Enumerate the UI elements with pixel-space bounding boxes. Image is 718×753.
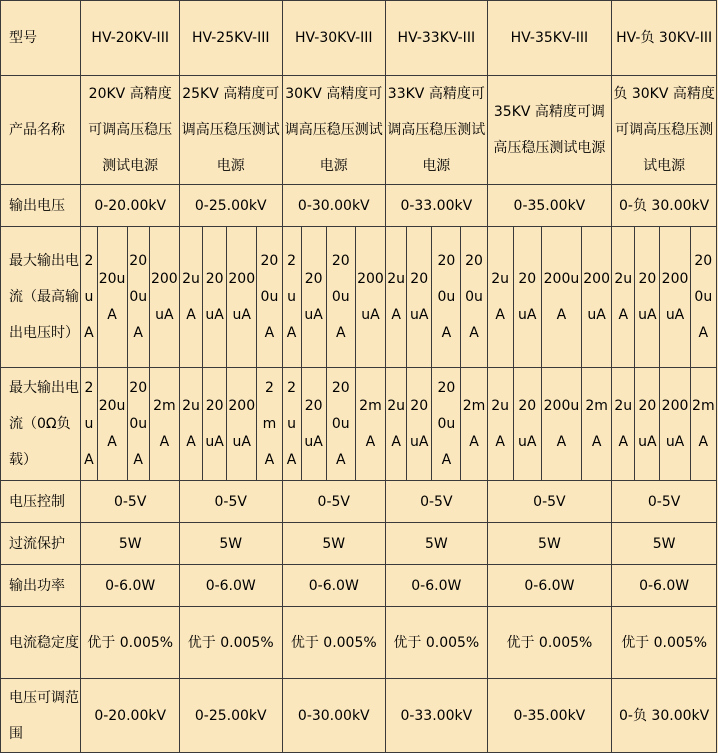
current-cell: 2uA xyxy=(612,227,635,368)
cell-voltage-control: 0-5V xyxy=(81,481,180,523)
row-output-voltage xyxy=(1,185,717,227)
current-cell: 200uA xyxy=(127,368,149,481)
cell-output-voltage: 0-35.00kV xyxy=(487,185,612,227)
cell-model: HV-20KV-III xyxy=(81,1,180,76)
current-cell: 200uA xyxy=(690,227,716,368)
cell-output-voltage: 0-33.00kV xyxy=(386,185,488,227)
cell-output-power: 0-6.0W xyxy=(612,565,717,607)
row-overcurrent-protection xyxy=(1,523,717,565)
current-cell: 20uA xyxy=(635,227,660,368)
current-cell: 200uA xyxy=(432,227,461,368)
cell-model: HV-负 30KV-III xyxy=(612,1,717,76)
cell-voltage-adjust-range: 0-20.00kV xyxy=(81,679,180,753)
current-cell: 200uA xyxy=(326,227,355,368)
current-cell: 2mA xyxy=(582,368,612,481)
current-cell: 2uA xyxy=(81,227,97,368)
current-cell: 2mA xyxy=(257,368,282,481)
cell-output-power: 0-6.0W xyxy=(179,565,282,607)
current-cell: 2uA xyxy=(386,368,407,481)
cell-current-stability: 优于 0.005% xyxy=(81,607,180,679)
cell-overcurrent-protection: 5W xyxy=(487,523,612,565)
current-cell: 200uA xyxy=(149,227,179,368)
current-cell: 200uA xyxy=(541,227,581,368)
cell-output-power: 0-6.0W xyxy=(81,565,180,607)
cell-output-power: 0-6.0W xyxy=(386,565,488,607)
current-cell: 200uA xyxy=(541,368,581,481)
row-voltage-control xyxy=(1,481,717,523)
cell-current-stability: 优于 0.005% xyxy=(612,607,717,679)
cell-voltage-adjust-range: 0-30.00kV xyxy=(282,679,386,753)
cell-output-voltage: 0-负 30.00kV xyxy=(612,185,717,227)
cell-voltage-adjust-range: 0-33.00kV xyxy=(386,679,488,753)
row-current-stability xyxy=(1,607,717,679)
cell-model: HV-35KV-III xyxy=(487,1,612,76)
row-max-current-0ohm xyxy=(1,368,717,481)
cell-overcurrent-protection: 5W xyxy=(282,523,386,565)
row-model xyxy=(1,1,717,76)
current-cell: 2uA xyxy=(487,227,513,368)
cell-model: HV-25KV-III xyxy=(179,1,282,76)
current-cell: 2mA xyxy=(461,368,487,481)
cell-product-name: 30KV 高精度可调高压稳压测试电源 xyxy=(282,76,386,185)
current-cell: 200uA xyxy=(660,227,690,368)
current-cell: 20uA xyxy=(301,368,326,481)
cell-overcurrent-protection: 5W xyxy=(386,523,488,565)
header-voltage-control: 电压控制 xyxy=(1,481,81,523)
current-cell: 20uA xyxy=(301,227,326,368)
current-cell: 2uA xyxy=(282,227,301,368)
current-cell: 200uA xyxy=(660,368,690,481)
current-cell: 200uA xyxy=(127,227,149,368)
current-cell: 20uA xyxy=(635,368,660,481)
header-max-current-max-voltage: 最大输出电流（最高输出电压时） xyxy=(1,227,81,368)
current-cell: 200uA xyxy=(355,227,385,368)
cell-product-name: 负 30KV 高精度可调高压稳压测试电源 xyxy=(612,76,717,185)
cell-overcurrent-protection: 5W xyxy=(81,523,180,565)
cell-voltage-control: 0-5V xyxy=(487,481,612,523)
current-cell: 20uA xyxy=(407,227,432,368)
current-cell: 20uA xyxy=(97,368,127,481)
cell-output-power: 0-6.0W xyxy=(487,565,612,607)
row-max-current-max-voltage xyxy=(1,227,717,368)
current-cell: 2uA xyxy=(282,368,301,481)
header-output-voltage: 输出电压 xyxy=(1,185,81,227)
cell-overcurrent-protection: 5W xyxy=(612,523,717,565)
cell-current-stability: 优于 0.005% xyxy=(179,607,282,679)
current-cell: 2mA xyxy=(355,368,385,481)
cell-model: HV-30KV-III xyxy=(282,1,386,76)
current-cell: 200uA xyxy=(257,227,282,368)
cell-product-name: 33KV 高精度可调高压稳压测试电源 xyxy=(386,76,488,185)
header-voltage-adjust-range: 电压可调范围 xyxy=(1,679,81,753)
current-cell: 200uA xyxy=(461,227,487,368)
cell-output-voltage: 0-30.00kV xyxy=(282,185,386,227)
cell-overcurrent-protection: 5W xyxy=(179,523,282,565)
current-cell: 20uA xyxy=(203,368,227,481)
current-cell: 200uA xyxy=(582,227,612,368)
cell-current-stability: 优于 0.005% xyxy=(487,607,612,679)
row-output-power xyxy=(1,565,717,607)
header-current-stability: 电流稳定度 xyxy=(1,607,81,679)
header-max-current-0ohm: 最大输出电流（0Ω负载） xyxy=(1,368,81,481)
current-cell: 2uA xyxy=(179,227,202,368)
current-cell: 2mA xyxy=(690,368,716,481)
cell-output-voltage: 0-20.00kV xyxy=(81,185,180,227)
header-overcurrent-protection: 过流保护 xyxy=(1,523,81,565)
row-product-name xyxy=(1,76,717,185)
cell-output-voltage: 0-25.00kV xyxy=(179,185,282,227)
current-cell: 20uA xyxy=(513,368,541,481)
cell-current-stability: 优于 0.005% xyxy=(386,607,488,679)
cell-voltage-control: 0-5V xyxy=(179,481,282,523)
cell-product-name: 25KV 高精度可调高压稳压测试电源 xyxy=(179,76,282,185)
row-voltage-adjust-range xyxy=(1,679,717,753)
current-cell: 200uA xyxy=(326,368,355,481)
cell-voltage-control: 0-5V xyxy=(282,481,386,523)
cell-voltage-adjust-range: 0-负 30.00kV xyxy=(612,679,717,753)
current-cell: 200uA xyxy=(432,368,461,481)
cell-model: HV-33KV-III xyxy=(386,1,488,76)
current-cell: 20uA xyxy=(97,227,127,368)
current-cell: 2uA xyxy=(386,227,407,368)
header-model: 型号 xyxy=(1,1,81,76)
current-cell: 200uA xyxy=(227,227,257,368)
current-cell: 20uA xyxy=(203,227,227,368)
current-cell: 2uA xyxy=(81,368,97,481)
cell-product-name: 20KV 高精度可调高压稳压测试电源 xyxy=(81,76,180,185)
header-product-name: 产品名称 xyxy=(1,76,81,185)
header-output-power: 输出功率 xyxy=(1,565,81,607)
cell-voltage-control: 0-5V xyxy=(386,481,488,523)
current-cell: 2uA xyxy=(179,368,202,481)
cell-voltage-adjust-range: 0-35.00kV xyxy=(487,679,612,753)
current-cell: 2uA xyxy=(612,368,635,481)
current-cell: 2mA xyxy=(149,368,179,481)
current-cell: 2uA xyxy=(487,368,513,481)
cell-product-name: 35KV 高精度可调高压稳压测试电源 xyxy=(487,76,612,185)
current-cell: 20uA xyxy=(407,368,432,481)
current-cell: 20uA xyxy=(513,227,541,368)
cell-output-power: 0-6.0W xyxy=(282,565,386,607)
cell-current-stability: 优于 0.005% xyxy=(282,607,386,679)
current-cell: 200uA xyxy=(227,368,257,481)
cell-voltage-adjust-range: 0-25.00kV xyxy=(179,679,282,753)
cell-voltage-control: 0-5V xyxy=(612,481,717,523)
